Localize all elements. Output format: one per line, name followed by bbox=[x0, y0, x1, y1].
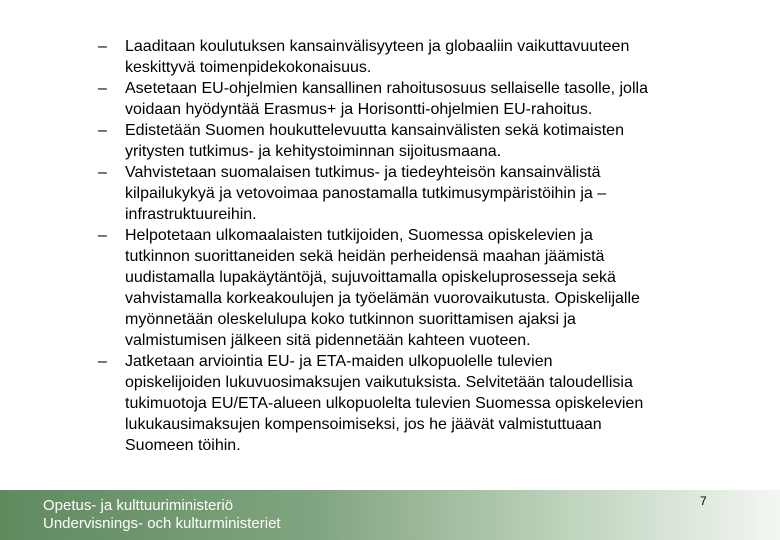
bullet-item bbox=[98, 225, 738, 351]
bullet-line: yritysten tutkimus- ja kehitystoiminnan sijoitusmaana. bbox=[125, 143, 502, 160]
bullet-line: voidaan hyödyntää Erasmus+ ja Horisontti-ohjelmien EU-rahoitus. bbox=[125, 101, 593, 118]
footer-band bbox=[0, 490, 780, 540]
bullet-line: myönnetään oleskelulupa koko tutkinnon suorittamisen ajaksi ja bbox=[125, 311, 576, 328]
bullet-dash: – bbox=[98, 122, 107, 139]
bullet-line: lukukausimaksujen kompensoimiseksi, jos he jäävät valmistuttuaan bbox=[125, 416, 602, 433]
bullet-line: opiskelijoiden lukuvuosimaksujen vaikutuksista. Selvitetään taloudellisia bbox=[125, 374, 633, 391]
bullet-line: valmistumisen jälkeen sitä pidennetään kahteen vuoteen. bbox=[125, 332, 531, 349]
bullet-line: kilpailukykyä ja vetovoimaa panostamalla tutkimusympäristöihin ja – bbox=[125, 185, 607, 202]
bullet-line: tutkinnon suorittaneiden sekä heidän perheidensä maahan jäämistä bbox=[125, 248, 605, 265]
page-number: 7 bbox=[700, 494, 707, 508]
bullet-dash: – bbox=[98, 38, 107, 55]
bullet-line: Suomeen töihin. bbox=[125, 437, 241, 454]
bullet-line: Vahvistetaan suomalaisen tutkimus- ja tiedeyhteisön kansainvälistä bbox=[125, 164, 601, 181]
bullet-item bbox=[98, 351, 738, 456]
bullet-item bbox=[98, 120, 738, 162]
bullet-item bbox=[98, 36, 738, 78]
bullet-dash: – bbox=[98, 227, 107, 244]
bullet-line: Laaditaan koulutuksen kansainvälisyyteen ja globaaliin vaikuttavuuteen bbox=[125, 38, 630, 55]
bullet-line: Jatketaan arviointia EU- ja ETA-maiden ulkopuolelle tulevien bbox=[125, 353, 553, 370]
bullet-item bbox=[98, 162, 738, 225]
bullet-line: keskittyvä toimenpidekokonaisuus. bbox=[125, 59, 372, 76]
bullet-dash: – bbox=[98, 353, 107, 370]
bullet-line: tukimuotoja EU/ETA-alueen ulkopuolelta tulevien Suomessa opiskelevien bbox=[125, 395, 644, 412]
ministry-name-finnish: Opetus- ja kulttuuriministeriö bbox=[43, 497, 234, 514]
bullet-line: infrastruktuureihin. bbox=[125, 206, 257, 223]
bullet-dash: – bbox=[98, 164, 107, 181]
ministry-name-swedish: Undervisnings- och kulturministeriet bbox=[43, 515, 281, 532]
bullet-dash: – bbox=[98, 80, 107, 97]
bullet-line: uudistamalla lupakäytäntöjä, sujuvoittamalla opiskeluprosesseja sekä bbox=[125, 269, 616, 286]
bullet-item bbox=[98, 78, 738, 120]
bullet-line: Asetetaan EU-ohjelmien kansallinen rahoitusosuus sellaiselle tasolle, jolla bbox=[125, 80, 648, 97]
bullet-line: Helpotetaan ulkomaalaisten tutkijoiden, Suomessa opiskelevien ja bbox=[125, 227, 593, 244]
bullet-line: Edistetään Suomen houkuttelevuutta kansainvälisten sekä kotimaisten bbox=[125, 122, 624, 139]
bullet-list bbox=[98, 36, 738, 456]
bullet-line: vahvistamalla korkeakoulujen ja työelämän vuorovaikutusta. Opiskelijalle bbox=[125, 290, 640, 307]
